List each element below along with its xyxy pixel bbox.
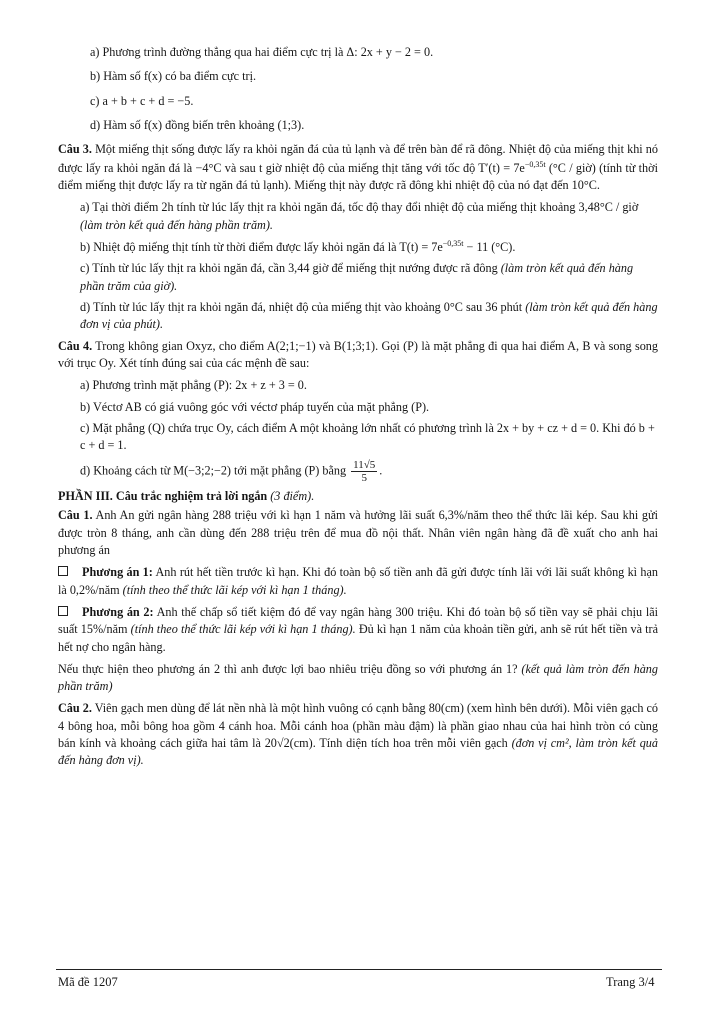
question-4-text: Trong không gian Oxyz, cho điểm A(2;1;−1) và B(1;3;1). Gọi (P) là mặt phẳng đi qua hai điểm A, B và song song với trục Oy. Xét tính đúng sai của các mệnh đề sau: xyxy=(58,338,658,371)
question-3-text-1: Một miếng thịt sống được lấy ra khỏi ngăn đá của tủ lạnh và để trên bàn để rã đông. Nhiệt độ của miếng thịt khi nó được lấy ra khỏi ngăn đá là −4°C và sau t giờ nhiệt độ của miếng thịt tăng với tốc độ T′(t) = 7e xyxy=(58,142,658,175)
fraction-denominator: 5 xyxy=(361,471,367,484)
p3-q1-ask-text: Nếu thực hiện theo phương án 2 thì anh được lợi bao nhiêu triệu đồng so với phương án 1? xyxy=(58,661,522,676)
part-3-points: (3 điểm). xyxy=(270,488,315,503)
p3-q1-ask-note: (kết quả làm tròn đến hàng phần trăm) xyxy=(58,661,658,694)
fraction xyxy=(351,459,377,484)
option-1-note: (tính theo thể thức lãi kép với kì hạn 1 tháng). xyxy=(122,582,347,597)
statement-b: b) Hàm số f(x) có ba điểm cực trị. xyxy=(90,69,257,84)
question-3-a xyxy=(80,199,658,234)
statement-c: c) a + b + c + d = −5. xyxy=(90,93,194,108)
option-2-tail: Đủ kì hạn 1 năm của khoản tiền gửi, anh sẽ rút hết tiền và trả hết nợ cho ngân hàng. xyxy=(58,622,659,654)
option-2-text: Anh thế chấp sổ tiết kiệm đó để vay ngân hàng 300 triệu. Khi đó toàn bộ số tiền vay sẽ phải chịu lãi suất 15%/năm xyxy=(58,604,658,637)
fraction-numerator: 11√5 xyxy=(353,458,376,471)
option-2 xyxy=(58,604,658,656)
part-3-title xyxy=(58,488,658,505)
document-page xyxy=(58,44,658,775)
p3-question-1-label: Câu 1. xyxy=(58,508,93,523)
footer-divider xyxy=(56,969,662,970)
question-4-b: b) Véctơ AB có giá vuông góc với véctơ pháp tuyến của mặt phẳng (P). xyxy=(80,399,430,414)
part3-question-2 xyxy=(58,700,658,769)
page-number: Trang 3/4 xyxy=(606,975,655,989)
option-1-label: Phương án 1: xyxy=(82,565,153,580)
q4-d-text: d) Khoảng cách từ M(−3;2;−2) tới mặt phẳng (P) bằng xyxy=(80,463,347,478)
option-2-label: Phương án 2: xyxy=(82,604,154,619)
q3-a-note: (làm tròn kết quả đến hàng phần trăm). xyxy=(80,217,273,232)
p3-question-2-text: Viên gạch men dùng để lát nền nhà là một hình vuông có cạnh bằng 80(cm) (xem hình bên dưới). Mỗi viên gạch có 4 bông hoa, mỗi bông hoa gồm 4 cánh hoa. Mỗi cánh hoa (phần màu đậm) là phần giao nhau của hai hình tròn có cùng bán kính và khoảng cách giữa hai tâm là 20√2(cm). Tính diện tích hoa trên mỗi viên gạch xyxy=(58,701,659,751)
exponent: −0,35t xyxy=(524,159,546,169)
exam-code: Mã đề 1207 xyxy=(58,975,118,989)
q3-d-note: (làm tròn kết quả đến hàng đơn vị của phút). xyxy=(80,300,658,332)
q3-b-tail: − 11 (°C). xyxy=(463,240,516,255)
q3-b-text: b) Nhiệt độ miếng thịt tính từ thời điểm được lấy khỏi ngăn đá là T(t) = 7e xyxy=(80,240,443,255)
option-1 xyxy=(58,564,658,599)
checkbox-icon xyxy=(58,566,68,576)
q3-a-text: a) Tại thời điểm 2h tính từ lúc lấy thịt ra khỏi ngăn đá, tốc độ thay đổi nhiệt độ của miếng thịt khoảng 3,48°C / giờ xyxy=(80,200,639,215)
part-3-heading: PHẦN III. Câu trắc nghiệm trả lời ngắn xyxy=(58,488,271,503)
question-3-label: Câu 3. xyxy=(58,142,92,157)
question-4-a: a) Phương trình mặt phẳng (P): 2x + z + 3 = 0. xyxy=(80,378,307,393)
p3-question-2-note: (đơn vị cm², làm tròn kết quả đến hàng đơn vị). xyxy=(58,736,658,768)
option-2-note: (tính theo thể thức lãi kép với kì hạn 1 tháng). xyxy=(130,622,356,637)
statement-d: d) Hàm số f(x) đồng biến trên khoảng (1;3). xyxy=(90,117,305,132)
question-4 xyxy=(58,338,658,373)
question-3-d xyxy=(80,299,658,334)
question-4-c: c) Mặt phẳng (Q) chứa trục Oy, cách điểm A một khoảng lớn nhất có phương trình là 2x + by + cz + d = 0. Khi đó b + c + d = 1. xyxy=(80,421,655,453)
question-4-d: d) Khoảng cách từ M(−3;2;−2) tới mặt phẳng (P) bằng $\frac{11√5}{5}$ . xyxy=(80,458,383,484)
q3-c-note: (làm tròn kết quả đến hàng phần trăm của giờ). xyxy=(80,261,634,293)
part3-question-1 xyxy=(58,507,658,559)
p3-question-1-ask xyxy=(58,661,658,696)
q3-d-text: d) Tính từ lúc lấy thịt ra khỏi ngăn đá, nhiệt độ của miếng thịt vào khoảng 0°C sau 36 phút xyxy=(80,300,526,315)
q3-c-text: c) Tính từ lúc lấy thịt ra khỏi ngăn đá, cần 3,44 giờ để miếng thịt nướng được rã đông xyxy=(80,261,501,276)
question-3 xyxy=(58,141,658,194)
question-3-b xyxy=(80,238,658,256)
exponent: −0,35t xyxy=(442,239,464,249)
option-1-text: Anh rút hết tiền trước kì hạn. Khi đó toàn bộ số tiền anh đã gửi được tính lãi với lãi suất không kì hạn là 0,2%/năm xyxy=(58,565,658,597)
p3-question-2-label: Câu 2. xyxy=(58,701,92,716)
question-3-text-2: (°C / giờ) (tính từ thời điểm miếng thịt được lấy ra từ ngăn đá tủ lạnh). Miếng thịt này được rã đông khi nhiệt độ của nó đạt đến 10°C. xyxy=(58,160,658,193)
checkbox-icon xyxy=(58,606,68,616)
question-3-c xyxy=(80,260,658,295)
statement-a: a) Phương trình đường thẳng qua hai điểm cực trị là Δ: 2x + y − 2 = 0. xyxy=(90,45,434,59)
question-4-label: Câu 4. xyxy=(58,338,93,353)
p3-question-1-text: Anh An gửi ngân hàng 288 triệu với kì hạn 1 năm và hưởng lãi suất 6,3%/năm theo thể thức lãi kép. Sau khi gửi được tròn 8 tháng, anh cần dùng đến 288 triệu trên để mua đồ nội thất. Nhân viên ngân hàng đã đề xuất cho anh hai phương án xyxy=(58,508,658,557)
